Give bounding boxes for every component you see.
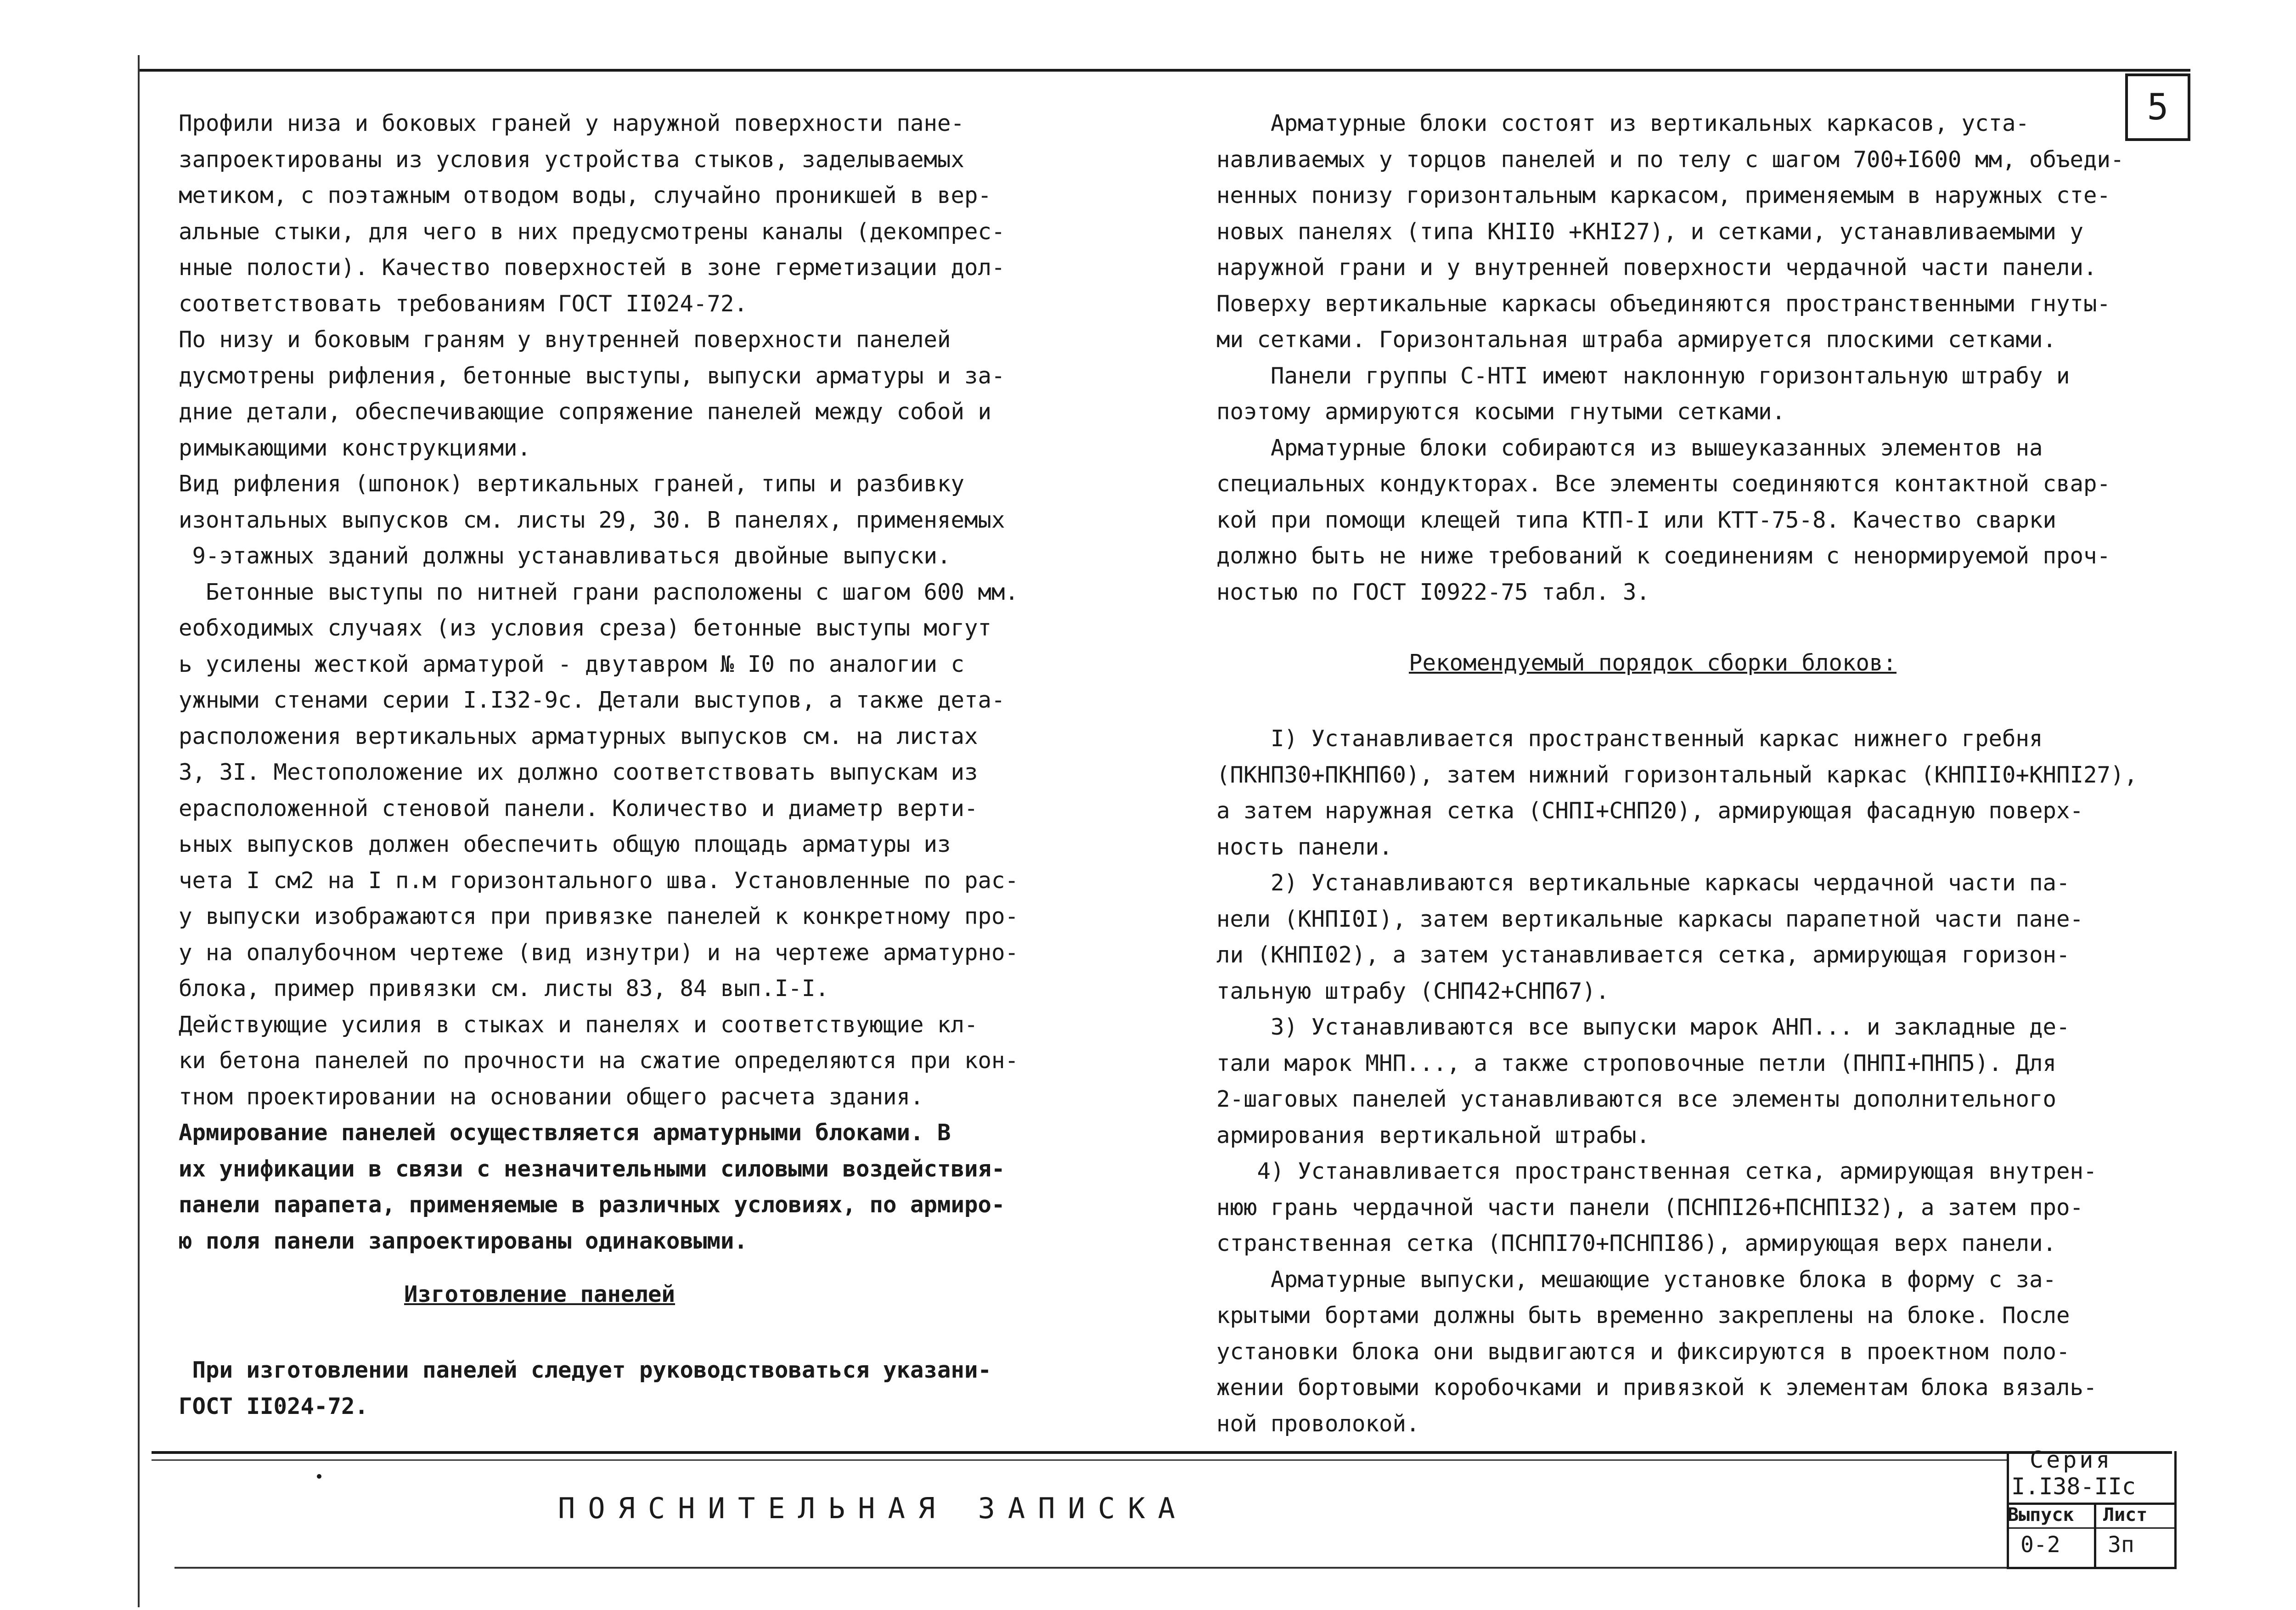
- text-line: При изготовлении панелей следует руководствоваться указани-: [152, 1357, 992, 1383]
- text-line: ность панели.: [1189, 833, 1393, 860]
- title-block-top-line: [152, 1451, 2172, 1454]
- vypusk-value: 0-2: [2020, 1532, 2060, 1558]
- text-line: ю поля панели запроектированы одинаковыми.: [152, 1227, 748, 1254]
- text-line: ненных понизу горизонтальным каркасом, применяемым в наружных сте-: [1189, 182, 2111, 208]
- text-line: ь усилены жесткой арматурой - двутавром № I0 по аналогии с: [152, 651, 965, 677]
- text-line: чета I см2 на I п.м горизонтального шва. Установленные по рас-: [152, 867, 1019, 894]
- text-line: ной проволокой.: [1189, 1410, 1420, 1437]
- text-line: Арматурные блоки собираются из вышеуказанных элементов на: [1189, 434, 2043, 461]
- text-line: нные полости). Качество поверхностей в зоне герметизации дол-: [152, 254, 1005, 281]
- text-line: соответствовать требованиям ГОСТ II024-72.: [152, 290, 748, 317]
- text-line: кой при помощи клещей типа КТП-I или КТТ-75-8. Качество сварки: [1189, 507, 2057, 533]
- text-line: дние детали, обеспечивающие сопряжение панелей между собой и: [152, 399, 992, 425]
- text-line: дусмотрены рифления, бетонные выступы, выпуски арматуры и за-: [152, 362, 1005, 389]
- text-line: Армирование панелей осуществляется арматурными блоками. В: [152, 1120, 951, 1146]
- text-line: ьных выпусков должен обеспечить общую площадь арматуры из: [152, 831, 951, 857]
- text-line: Арматурные выпуски, мешающие установке блока в форму с за-: [1189, 1266, 2057, 1293]
- text-line: (ПКНПЗ0+ПКНП60), затем нижний горизонтальный каркас (КНПII0+КНПI27),: [1189, 761, 2138, 788]
- text-line: ужными стенами серии I.I32-9с. Детали выступов, а также дета-: [152, 687, 1005, 713]
- left-column-tail: [152, 1352, 1070, 1424]
- left-border-line: [138, 55, 140, 1607]
- text-line: наружной грани и у внутренней поверхности чердачной части панели.: [1189, 254, 2097, 281]
- top-border-line: [138, 69, 2190, 72]
- text-line: специальных кондукторах. Все элементы соединяются контактной свар-: [1189, 471, 2111, 497]
- text-line: навливаемых у торцов панелей и по телу с шагом 700+I600 мм, объеди-: [1189, 146, 2124, 173]
- page-number: 5: [2147, 86, 2169, 128]
- text-line: странственная сетка (ПСНПI70+ПСНПI86), армирующая верх панели.: [1189, 1230, 2057, 1256]
- text-line: метиком, с поэтажным отводом воды, случайно проникшей в вер-: [152, 182, 992, 208]
- text-line: нели (КНПI0I), затем вертикальные каркасы парапетной части пане-: [1189, 906, 2084, 932]
- text-line: Профили низа и боковых граней у наружной поверхности пане-: [152, 110, 965, 136]
- text-line: изонтальных выпусков см. листы 29, 30. В панелях, применяемых: [152, 507, 1005, 533]
- vypusk-label: Выпуск: [2008, 1504, 2074, 1526]
- text-line: По низу и боковым граням у внутренней поверхности панелей: [152, 327, 951, 353]
- text-line: 9-этажных зданий должны устанавливаться двойные выпуски.: [152, 543, 951, 569]
- text-line: панели парапета, применяемые в различных условиях, по армиро-: [152, 1192, 1005, 1218]
- text-line: расположения вертикальных арматурных выпусков см. на листах: [152, 723, 978, 749]
- text-line: тали марок МНП..., а также строповочные петли (ПНПI+ПНП5). Для: [1189, 1050, 2057, 1076]
- text-line: 2-шаговых панелей устанавливаются все элементы дополнительного: [1189, 1086, 2057, 1112]
- text-line: тальную штрабу (СНП42+СНП67).: [1189, 978, 1609, 1004]
- text-line: а затем наружная сетка (СНПI+СНП20), армирующая фасадную поверх-: [1189, 798, 2084, 824]
- document-title: ПОЯСНИТЕЛЬНАЯ ЗАПИСКА: [558, 1492, 1188, 1525]
- text-line: жении бортовыми коробочками и привязкой к элементам блока вязаль-: [1189, 1374, 2097, 1401]
- text-line: запроектированы из условия устройства стыков, заделываемых: [152, 146, 965, 173]
- text-line: ми сетками. Горизонтальная штраба армируется плоскими сетками.: [1189, 327, 2057, 353]
- text-line: еобходимых случаях (из условия среза) бетонные выступы могут: [152, 615, 992, 641]
- text-line: армирования вертикальной штрабы.: [1189, 1122, 1650, 1148]
- text-line: римыкающими конструкциями.: [152, 434, 531, 461]
- list-label: Лист: [2103, 1504, 2148, 1526]
- text-line: ностью по ГОСТ I0922-75 табл. 3.: [1189, 579, 1650, 605]
- text-line: должно быть не ниже требований к соединениям с ненормируемой проч-: [1189, 543, 2111, 569]
- seriya-value: I.I38-IIс: [2011, 1473, 2136, 1500]
- title-block-bottom-line: [174, 1567, 2007, 1569]
- title-block-second-line: [152, 1459, 2007, 1461]
- text-line: тном проектировании на основании общего расчета здания.: [152, 1083, 924, 1110]
- text-line: ли (КНПI02), а затем устанавливается сетка, армирующая горизон-: [1189, 942, 2070, 968]
- text-line: альные стыки, для чего в них предусмотрены каналы (декомпрес-: [152, 218, 1005, 245]
- text-line: установки блока они выдвигаются и фиксируются в проектном поло-: [1189, 1338, 2070, 1365]
- text-line: 4) Устанавливается пространственная сетка, армирующая внутрен-: [1189, 1158, 2097, 1184]
- text-line: Панели группы С-НТI имеют наклонную горизонтальную штрабу и: [1189, 362, 2070, 389]
- text-line: 2) Устанавливаются вертикальные каркасы чердачной части па-: [1189, 870, 2070, 896]
- right-section-heading: Рекомендуемый порядок сборки блоков:: [1409, 650, 1897, 676]
- text-line: Вид рифления (шпонок) вертикальных граней, типы и разбивку: [152, 471, 965, 497]
- text-line: у выпуски изображаются при привязке панелей к конкретному про-: [152, 903, 1019, 929]
- seriya-label: Серия: [2030, 1447, 2113, 1473]
- text-line: у на опалубочном чертеже (вид изнутри) и на чертеже арматурно-: [152, 939, 1019, 966]
- text-line: крытыми бортами должны быть временно закреплены на блоке. После: [1189, 1302, 2070, 1329]
- text-line: Действующие усилия в стыках и панелях и соответствующие кл-: [152, 1011, 978, 1038]
- text-line: блока, пример привязки см. листы 83, 84 вып.I-I.: [152, 975, 829, 1002]
- text-line: новых панелях (типа КНII0 +КНI27), и сетками, устанавливаемыми у: [1189, 218, 2084, 245]
- text-line: поэтому армируются косыми гнутыми сетками.: [1189, 399, 1786, 425]
- text-line: 3) Устанавливаются все выпуски марок АНП... и закладные де-: [1189, 1014, 2070, 1040]
- ink-dot: [317, 1474, 321, 1479]
- list-value: 3п: [2108, 1532, 2134, 1558]
- right-column: [1189, 106, 2177, 610]
- text-line: их унификации в связи с незначительными силовыми воздействия-: [152, 1155, 1005, 1182]
- stamp-vertical-divider: [2094, 1503, 2096, 1567]
- stamp-divider-2: [2007, 1527, 2174, 1529]
- left-column: [152, 106, 1070, 1259]
- text-line: ГОСТ II024-72.: [152, 1393, 369, 1419]
- text-line: ки бетона панелей по прочности на сжатие определяются при кон-: [152, 1047, 1019, 1074]
- left-section-heading: Изготовление панелей: [404, 1281, 675, 1307]
- text-line: нюю грань чердачной части панели (ПСНПI26+ПСНПI32), а затем про-: [1189, 1194, 2084, 1221]
- text-line: Бетонные выступы по нитней грани расположены с шагом 600 мм.: [152, 579, 1019, 605]
- text-line: 3, 3I. Местоположение их должно соответствовать выпускам из: [152, 759, 978, 785]
- text-line: I) Устанавливается пространственный каркас нижнего гребня: [1189, 726, 2043, 752]
- text-line: Арматурные блоки состоят из вертикальных каркасов, уста-: [1189, 110, 2030, 136]
- right-column-steps: [1189, 721, 2177, 1442]
- text-line: ерасположенной стеновой панели. Количество и диаметр верти-: [152, 795, 978, 822]
- text-line: Поверху вертикальные каркасы объединяются пространственными гнуты-: [1189, 290, 2111, 317]
